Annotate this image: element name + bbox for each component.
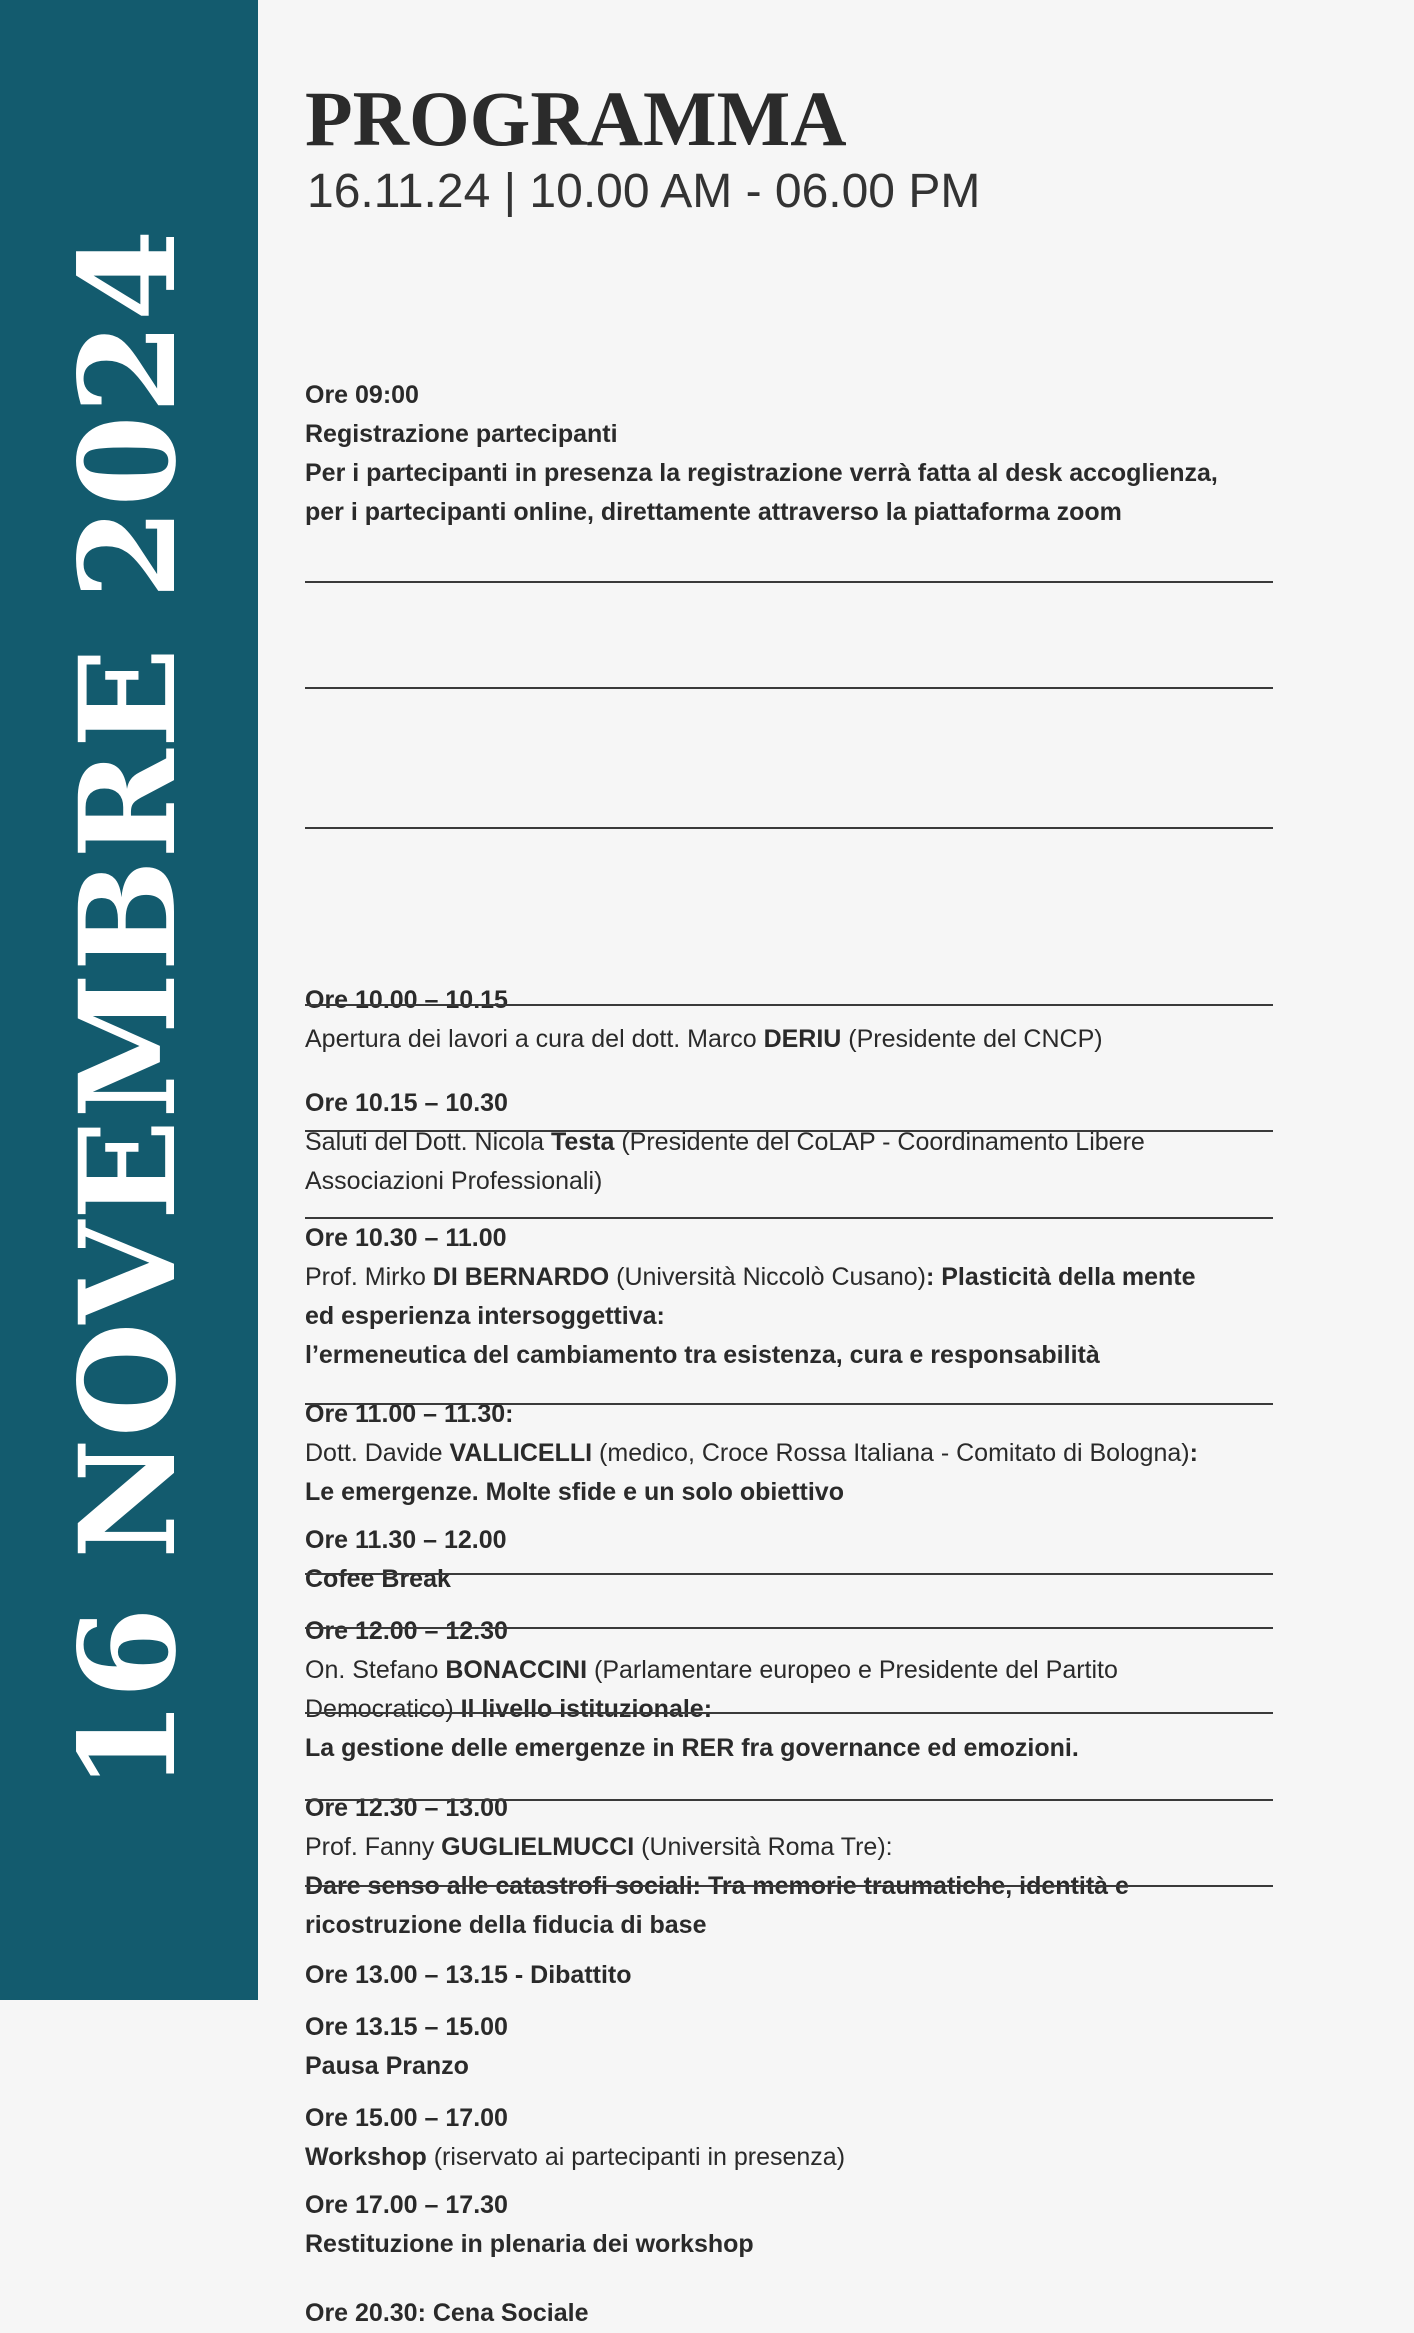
- program-entry: [305, 2294, 588, 2333]
- entry-line: Cofee Break: [305, 1565, 451, 1593]
- program-entry: [305, 2186, 754, 2264]
- entry-time: Ore 11.00 – 11.30:: [305, 1400, 514, 1428]
- divider: [305, 1627, 1273, 1629]
- program-entry: [305, 2099, 845, 2177]
- entry-line: per i partecipanti online, direttamente attraverso la piattaforma zoom: [305, 498, 1122, 526]
- divider: [305, 1403, 1273, 1405]
- page-subtitle: 16.11.24 | 10.00 AM - 06.00 PM: [307, 165, 981, 218]
- divider: [305, 1885, 1273, 1887]
- entry-time: Ore 15.00 – 17.00: [305, 2104, 508, 2132]
- divider: [305, 1799, 1273, 1801]
- entry-line: ed esperienza intersoggettiva:: [305, 1302, 665, 1330]
- program-entry: [305, 376, 1218, 532]
- entry-line: Restituzione in plenaria dei workshop: [305, 2230, 754, 2258]
- divider: [305, 827, 1273, 829]
- sidebar-band: [0, 0, 258, 2000]
- entry-line: Associazioni Professionali): [305, 1167, 603, 1195]
- entry-time: Ore 13.00 – 13.15 - Dibattito: [305, 1961, 632, 1989]
- entry-time: Ore 12.30 – 13.00: [305, 1794, 508, 1822]
- entry-line: Per i partecipanti in presenza la registrazione verrà fatta al desk accoglienza,: [305, 459, 1218, 487]
- program-entry: [305, 1395, 1198, 1512]
- program-entry: [305, 1084, 1145, 1201]
- program-entry: [305, 1956, 632, 1995]
- entry-time: Ore 10.30 – 11.00: [305, 1224, 507, 1252]
- entry-line: On. Stefano BONACCINI (Parlamentare europeo e Presidente del Partito: [305, 1656, 1118, 1684]
- entry-line: Prof. Fanny GUGLIELMUCCI (Università Roma Tre):: [305, 1833, 893, 1861]
- entry-line: Dott. Davide VALLICELLI (medico, Croce Rossa Italiana - Comitato di Bologna):: [305, 1439, 1198, 1467]
- entry-line: Saluti del Dott. Nicola Testa (Presidente del CoLAP - Coordinamento Libere: [305, 1128, 1145, 1156]
- program-entry: [305, 2008, 508, 2086]
- entry-line: Registrazione partecipanti: [305, 420, 618, 448]
- program-entry: [305, 1521, 507, 1599]
- program-entry: [305, 1789, 1129, 1945]
- entry-time: Ore 13.15 – 15.00: [305, 2013, 508, 2041]
- divider: [305, 1712, 1273, 1714]
- program-entry: [305, 981, 1103, 1059]
- divider: [305, 1217, 1273, 1219]
- entry-line: Pausa Pranzo: [305, 2052, 469, 2080]
- vertical-date-text: 16 NOVEMBRE 2024: [51, 228, 206, 1792]
- entry-line: ricostruzione della fiducia di base: [305, 1911, 707, 1939]
- entry-line: Apertura dei lavori a cura del dott. Marco DERIU (Presidente del CNCP): [305, 1025, 1103, 1053]
- entry-time: Ore 10.00 – 10.15: [305, 986, 508, 1014]
- entry-line: Prof. Mirko DI BERNARDO (Università Niccolò Cusano): Plasticità della mente: [305, 1263, 1196, 1291]
- divider: [305, 1004, 1273, 1006]
- entry-line: Dare senso alle catastrofi sociali: Tra memorie traumatiche, identità e: [305, 1872, 1129, 1900]
- entry-line: Democratico) Il livello istituzionale:: [305, 1695, 713, 1723]
- entry-time: Ore 10.15 – 10.30: [305, 1089, 508, 1117]
- entry-time: Ore 11.30 – 12.00: [305, 1526, 507, 1554]
- program-entry: [305, 1612, 1118, 1768]
- page-title: PROGRAMMA: [305, 75, 847, 162]
- divider: [305, 581, 1273, 583]
- entry-time: Ore 20.30: Cena Sociale: [305, 2299, 589, 2327]
- divider: [305, 687, 1273, 689]
- entry-line: La gestione delle emergenze in RER fra governance ed emozioni.: [305, 1734, 1079, 1762]
- entry-line: Le emergenze. Molte sfide e un solo obiettivo: [305, 1478, 844, 1506]
- divider: [305, 1130, 1273, 1132]
- program-entry: [305, 1219, 1196, 1375]
- entry-line: l’ermeneutica del cambiamento tra esistenza, cura e responsabilità: [305, 1341, 1100, 1369]
- entry-time: Ore 12.00 – 12.30: [305, 1617, 508, 1645]
- entry-line: Workshop (riservato ai partecipanti in presenza): [305, 2143, 846, 2171]
- entry-time: Ore 09:00: [305, 381, 419, 409]
- entry-time: Ore 17.00 – 17.30: [305, 2191, 508, 2219]
- divider: [305, 1573, 1273, 1575]
